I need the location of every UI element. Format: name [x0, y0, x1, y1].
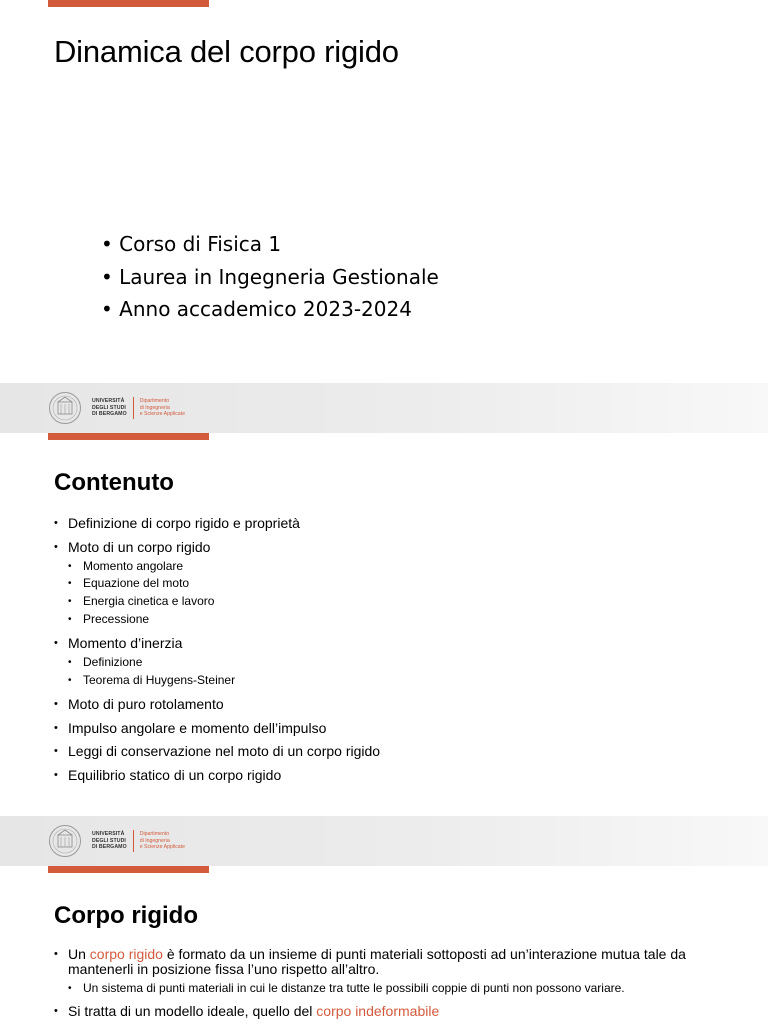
list-item: • Equilibrio statico di un corpo rigido [54, 766, 380, 784]
highlight-term: corpo indeformabile [316, 1002, 440, 1019]
accent-bar [48, 0, 209, 7]
department-name: Dipartimento di Ingegneria e Scienze Applicate [139, 398, 185, 418]
department-name: Dipartimento di Ingegneria e Scienze Applicate [139, 831, 185, 851]
list-item: • Un corpo rigido è formato da un insieme di punti materiali sottoposti ad un’interazione mutua tale da mantenerli in posizione fissa l’uno rispetto all’altro. • Un sistema di punti materiali in cui le distanze tra tutte le possibili coppie di punti non possono variare. [54, 947, 726, 998]
sub-list-item: • Energia cinetica e lavoro [68, 593, 380, 611]
university-seal-icon [48, 391, 82, 425]
slide-2 [0, 433, 768, 816]
list-item: • Impulso angolare e momento dell’impulso [54, 719, 380, 737]
slide-footer [0, 383, 768, 433]
slide-title: Corpo rigido [54, 902, 198, 929]
list-item: • Si tratta di un modello ideale, quello del corpo indeformabile [54, 1002, 726, 1020]
logo-divider [133, 397, 134, 419]
list-item: • Momento d’inerzia • Definizione • Teorema di Huygens-Steiner [54, 634, 380, 690]
list-item: • Moto di un corpo rigido • Momento angolare • Equazione del moto • Energia cinetica e lavoro • Precessione [54, 538, 380, 629]
sub-list-item: • Definizione [68, 654, 380, 672]
list-item: • Leggi di conservazione nel moto di un corpo rigido [54, 742, 380, 760]
logo-divider [133, 830, 134, 852]
list-item: • Moto di puro rotolamento [54, 695, 380, 713]
sub-list-item: • Teorema di Huygens-Steiner [68, 672, 380, 690]
sub-list-item: • Equazione del moto [68, 575, 380, 593]
subtitle-item: • Anno accademico 2023-2024 [101, 293, 439, 326]
subtitle-list [101, 228, 439, 326]
slide-title: Contenuto [54, 469, 174, 496]
content-list [54, 514, 380, 789]
slide-footer [0, 816, 768, 866]
slide-title: Dinamica del corpo rigido [54, 34, 399, 69]
university-seal-icon [48, 824, 82, 858]
accent-bar [48, 433, 209, 440]
university-logo [48, 391, 185, 425]
university-name: UNIVERSITÀ DEGLI STUDI DI BERGAMO [92, 398, 127, 418]
university-logo [48, 824, 185, 858]
highlight-term: corpo rigido [89, 946, 163, 962]
accent-bar [48, 866, 209, 873]
list-item: • Definizione di corpo rigido e proprietà [54, 514, 380, 532]
sub-list-item: • Un sistema di punti materiali in cui le distanze tra tutte le possibili coppie di punti non possono variare. [68, 980, 726, 998]
slide-3 [0, 866, 768, 1024]
content-list [54, 947, 726, 1024]
subtitle-item: • Laurea in Ingegneria Gestionale [101, 261, 439, 294]
sub-list-item: • Precessione [68, 611, 380, 629]
sub-list-item: • Momento angolare [68, 558, 380, 576]
slide-1 [0, 0, 768, 383]
university-name: UNIVERSITÀ DEGLI STUDI DI BERGAMO [92, 831, 127, 851]
subtitle-item: • Corso di Fisica 1 [101, 228, 439, 261]
